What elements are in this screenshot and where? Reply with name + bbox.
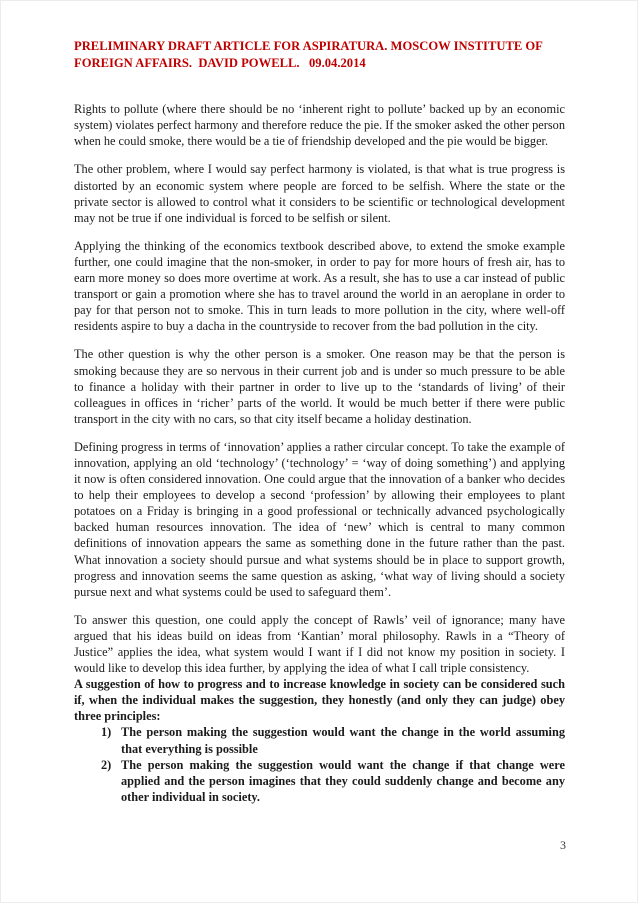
paragraph-economics-textbook: Applying the thinking of the economics textbook described above, to extend the smoke example further, one could imagine that the non-smoker, in order to pay for more hours of fresh air, has to earn more money so does more overtime at work. As a result, she has to use a car instead of public transport or gain a promotion where she has to travel around the world in an aeroplane in order to pay for that person not to smoke. This in turn leads to more pollution in the city, where well-off residents aspire to buy a dacha in the countryside to recover from the bad pollution in the city. [74,238,565,334]
document-body [74,101,565,805]
paragraph-other-problem: The other problem, where I would say perfect harmony is violated, is that what is true progress is distorted by an economic system where people are forced to be selfish. Where the state or the private sector is allowed to control what it considers to be scientific or technological development may not be true if one individual is forced to be selfish or silent. [74,162,565,225]
list-item-2 [74,757,565,805]
list-item-2-marker: 2) [101,757,112,772]
paragraph-defining-progress: Defining progress in terms of ‘innovation’ applies a rather circular concept. To take the example of innovation, applying an old ‘technology’ (‘technology’ = ‘way of doing something’) and applying it now is often considered innovation. One could argue that the innovation of a banker who decides to help their employees to develop a second ‘profession’ by allowing their employees to plant potatoes on a Friday is bringing in a good professional or technically advanced psychologically backed human resources innovation. The idea of ‘new’ which is central to many common definitions of innovation appears the same as something done in the future rather than the past. What innovation a society should pursue and what systems should be in place to support growth, progress and innovation seems the same question as asking, ‘what way of living should a society pursue next and what systems could be used to safeguard them’. [74,439,565,599]
list-item-1-text: The person making the suggestion would want the change in the world assuming that everything is possible [121,725,565,756]
paragraph-rights-to-pollute: Rights to pollute (where there should be no ‘inherent right to pollute’ backed up by an economic system) violates perfect harmony and therefore reduce the pie. If the smoker asked the other person when he could smoke, there would be a tie of friendship developed and the pie would be bigger. [74,102,565,149]
list-item-2-text: The person making the suggestion would want the change if that change were applied and the person imagines that they could suddenly change and become any other individual in society. [121,757,565,804]
page-number: 3 [560,838,566,852]
document-header-title: PRELIMINARY DRAFT ARTICLE FOR ASPIRATURA. MOSCOW INSTITUTE OF FOREIGN AFFAIRS. DAVID POWELL. 09.04.2014 [74,39,546,70]
bold-statement-three-principles: A suggestion of how to progress and to increase knowledge in society can be considered such if, when the individual makes the suggestion, they honestly (and only they can judge) obey three principles: [74,677,565,724]
numbered-list [74,724,565,804]
paragraph-rawls-veil: To answer this question, one could apply the concept of Rawls’ veil of ignorance; many have argued that his ideas build on ideas from ‘Kantian’ moral philosophy. Rawls in a “Theory of Justice” applies the idea, what system would I want if I did not know my position in society. I would like to develop this idea further, by applying the idea of what I call triple consistency. [74,612,565,676]
paragraph-why-smoker: The other question is why the other person is a smoker. One reason may be that the person is smoking because they are so nervous in their current job and is under so much pressure to be able to finance a holiday with their partner in order to live up to the ‘standards of living’ of their colleagues in offices in ‘richer’ parts of the world. It would be much better if there were public transport in the city with no cars, so that city itself became a holiday destination. [74,347,565,426]
list-item-1 [74,724,565,756]
list-item-1-marker: 1) [101,725,112,740]
